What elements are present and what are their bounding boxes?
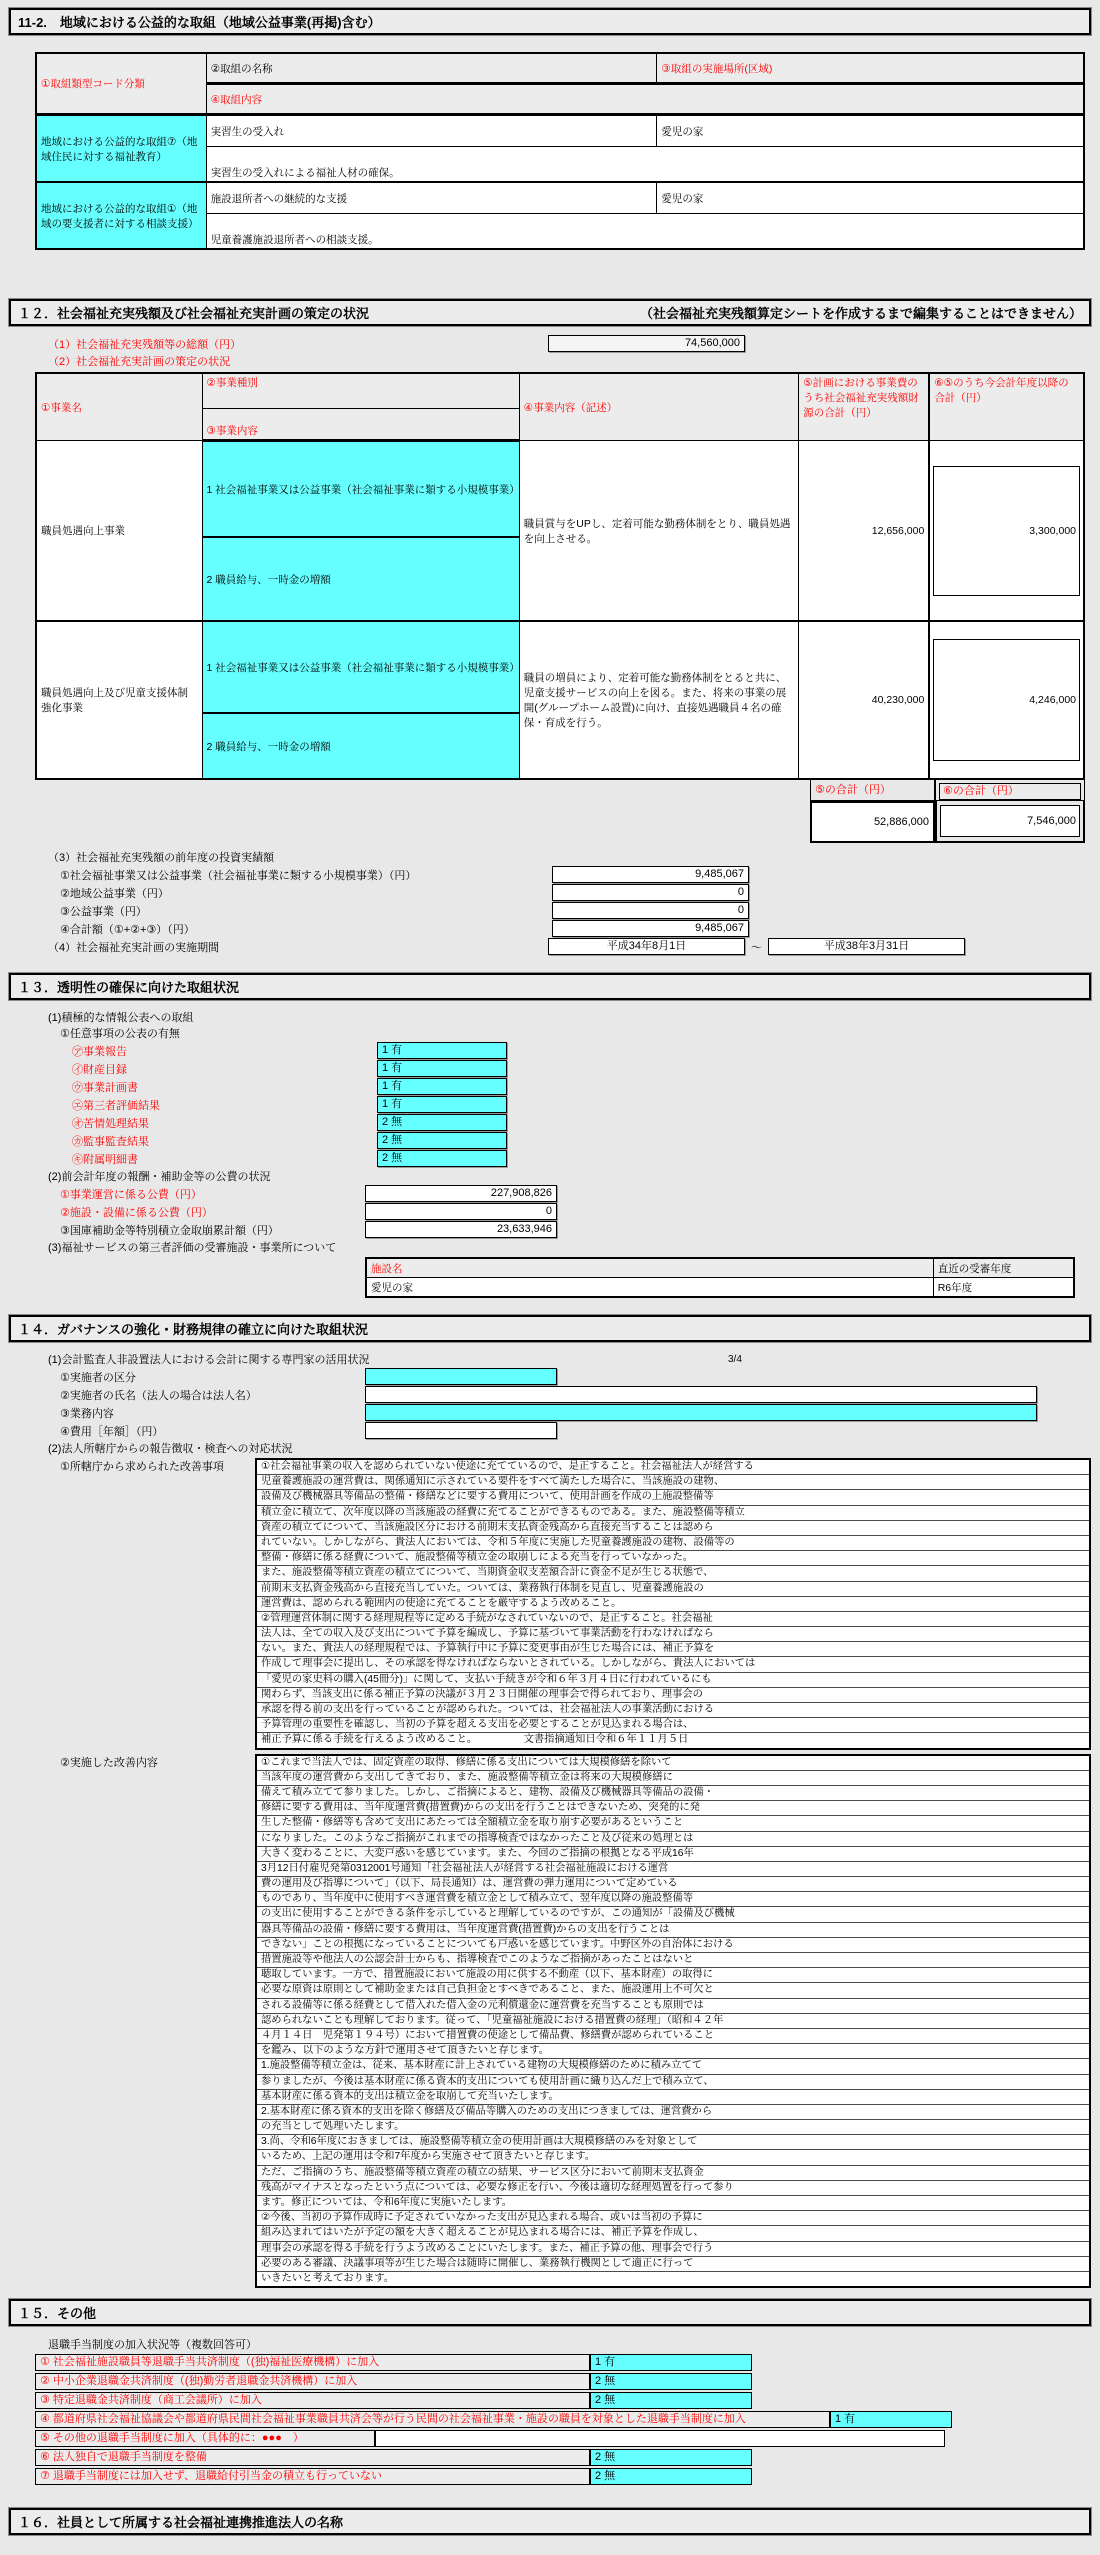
- disclosure-item-value[interactable]: 1 有: [377, 1042, 507, 1059]
- investment-item-value[interactable]: 0: [552, 902, 749, 919]
- remaining-total-label: （1）社会福祉充実残額等の総額（円）: [48, 338, 242, 351]
- text-line[interactable]: 予算管理の重要性を確認し、当初の予算を超える支出を必要とすることが見込まれる場合は、: [257, 1718, 1089, 1733]
- retirement-row-label: ⑥ 法人独自で退職手当制度を整備: [35, 2449, 590, 2466]
- text-line[interactable]: 作成して理事会に提出し、その承認を得なければならないとされている。しかしながら、貴法人においては: [257, 1657, 1089, 1672]
- eval-year-cell[interactable]: R6年度: [933, 1278, 1074, 1298]
- text-line[interactable]: いるため、上記の運用は令和7年度から実施させて頂きたいと存じます。: [257, 2150, 1089, 2165]
- activity-detail-cell[interactable]: 実習生の受入れによる福祉人材の確保。: [206, 147, 1084, 183]
- implementer-category-value[interactable]: [365, 1368, 557, 1385]
- text-line[interactable]: 積立金に積立て、次年度以降の当該施設の経費に充てることができるものである。また、施設整備等積立: [257, 1506, 1089, 1521]
- activity-detail-cell[interactable]: 児童養護施設退所者への相談支援。: [206, 214, 1084, 250]
- text-line[interactable]: 大きく変わることに、大変戸惑いを感じています。また、今回のご指摘の根拠となる平成16年: [257, 1847, 1089, 1862]
- col-header-activity-type: ①取組類型コード分類: [36, 53, 206, 115]
- text-line[interactable]: 残高がマイナスとなったという点については、必要な修正を行い、今後は適切な経理処置を行って参り: [257, 2181, 1089, 2196]
- project-content-cell[interactable]: 2 職員給与、一時金の増額: [202, 713, 519, 779]
- implementer-name-value[interactable]: [365, 1386, 1037, 1403]
- retirement-row-label: ⑤ その他の退職手当制度に加入（具体的に：●●● ）: [35, 2430, 375, 2447]
- project-detail-cell[interactable]: 職員賞与をUPし、定着可能な勤務体制をとり、職員処遇を向上させる。: [519, 441, 799, 622]
- plan-period-to[interactable]: 平成38年3月31日: [768, 938, 965, 955]
- text-line[interactable]: いきたいと考えております。: [261, 2272, 395, 2284]
- disclosure-item-label: ㋑財産目録: [72, 1063, 127, 1076]
- text-line[interactable]: れていない。しかしながら、貴法人においては、令和５年度に実施した児童養護施設の建物、設備等の: [257, 1536, 1089, 1551]
- facility-funds-label: ②施設・設備に係る公費（円）: [60, 1206, 213, 1219]
- col-header-activity-detail: ④取組内容: [206, 84, 1084, 115]
- disclosure-item-label: ㋒事業計画書: [72, 1081, 138, 1094]
- text-line[interactable]: 承認を得る前の支出を行っていることが認められた。ついては、社会福祉法人の事業活動における: [257, 1703, 1089, 1718]
- fund-future-value[interactable]: 4,246,000: [933, 639, 1080, 761]
- authority-response-label: (2)法人所轄庁からの報告徴収・検査への対応状況: [48, 1443, 293, 1455]
- activity-name-cell[interactable]: 実習生の受入れ: [206, 115, 657, 147]
- text-line[interactable]: 当該年度の運営費から支出してきており、また、施設整備等積立金は将来の大規模修繕に: [257, 1771, 1089, 1786]
- activity-place-cell[interactable]: 愛児の家: [657, 182, 1084, 214]
- investment-item-label: ②地域公益事業（円）: [60, 887, 169, 900]
- retirement-row-label: ④ 都道府県社会福祉協議会や都道府県民間社会福祉事業職員共済会等が行う民間の社会福祉事業・施設の職員を対象とした退職手当制度に加入: [35, 2411, 830, 2428]
- project-kind-cell[interactable]: 1 社会福祉事業又は公益事業（社会福祉事業に類する小規模事業）: [202, 621, 519, 713]
- plan-period-separator: ～: [751, 941, 762, 954]
- disclosure-item-label: ㋓第三者評価結果: [72, 1099, 160, 1112]
- retirement-row-value[interactable]: 2 無: [590, 2449, 752, 2466]
- col-header-activity-name: ②取組の名称: [206, 53, 657, 84]
- section-11-2-title-bar: [9, 8, 1091, 35]
- fund-future-value[interactable]: 3,300,000: [933, 466, 1080, 596]
- section-15-title-bar: [9, 2299, 1091, 2326]
- text-line[interactable]: 聴取しています。一方で、措置施設において施設の用に供する不動産（以下、基本財産）の取得に: [257, 1968, 1089, 1983]
- plan-status-label: （2）社会福祉充実計画の策定の状況: [48, 356, 231, 368]
- implemented-improvements-label: ②実施した改善内容: [60, 1756, 158, 1769]
- col-header-activity-place: ③取組の実施場所(区域): [657, 53, 1084, 84]
- text-line[interactable]: できない」ことの根拠になっていることについても戸惑いを感じています。中野区外の自治体における: [257, 1938, 1089, 1953]
- activity-type-cell[interactable]: 地域における公益的な取組①（地域の要支援者に対する相談支援）: [36, 182, 206, 249]
- fund-future-cell: [929, 441, 1084, 622]
- section-12-title-bar: [9, 299, 1091, 326]
- col-header-fund-total: ⑤計画における事業費のうち社会福祉充実残額財源の合計（円）: [799, 373, 930, 441]
- retirement-system-label: 退職手当制度の加入状況等（複数回答可）: [48, 2339, 257, 2352]
- subsidy-reserve-label: ③国庫補助金等特別積立金取崩累計額（円）: [60, 1224, 279, 1237]
- operating-funds-value[interactable]: 227,908,826: [365, 1185, 557, 1202]
- work-content-label: ③業務内容: [60, 1407, 114, 1420]
- investment-item-label: ①社会福祉事業又は公益事業（社会福祉事業に類する小規模事業）（円）: [60, 869, 417, 882]
- text-line[interactable]: 運営費は、認められる範囲内の使途に充てることを厳守するよう改めること。: [257, 1597, 1089, 1612]
- disclosure-item-value[interactable]: 1 有: [377, 1078, 507, 1095]
- disclosure-item-value[interactable]: 2 無: [377, 1132, 507, 1149]
- text-line[interactable]: 補正予算に係る手続を行えるよう改めること。 文書指摘通知日令和６年１１月５日: [261, 1734, 689, 1746]
- disclosure-item-value[interactable]: 2 無: [377, 1150, 507, 1167]
- public-funds-label: (2)前会計年度の報酬・補助金等の公費の状況: [48, 1171, 271, 1183]
- section-title: １５．その他: [18, 2306, 97, 2322]
- disclosure-item-label: ㋐事業報告: [72, 1045, 127, 1058]
- optional-items-label: ①任意事項の公表の有無: [60, 1028, 180, 1040]
- retirement-row-label: ⑦ 退職手当制度には加入せず、退職給付引当金の積立も行っていない: [35, 2468, 590, 2485]
- facility-funds-value[interactable]: 0: [365, 1203, 557, 1220]
- text-line[interactable]: 資産の積立てについて、当該施設区分における前期末支払資金残高から直接充当することは認めら: [257, 1521, 1089, 1536]
- prev-year-investment-label: （3）社会福祉充実残額の前年度の投資実績額: [48, 852, 275, 864]
- total6-label: ⑥の合計（円）: [939, 783, 1081, 800]
- required-improvements-text[interactable]: [255, 1458, 1091, 1750]
- text-line[interactable]: ②今後、当初の予算作成時に予定されていなかった支出が見込まれる場合、或いは当初の予算に: [257, 2211, 1089, 2226]
- retirement-row-label: ② 中小企業退職金共済制度（(独)勤労者退職金共済機構）に加入: [35, 2373, 590, 2390]
- fund-future-cell: [929, 621, 1084, 779]
- investment-item-value[interactable]: 0: [552, 884, 749, 901]
- plan-period-label: （4）社会福祉充実計画の実施期間: [48, 941, 220, 954]
- text-line[interactable]: 備えて積み立てて参りました。しかし、ご指摘によると、建物、設備及び機械器具等備品の設備・: [257, 1786, 1089, 1801]
- section-title: １２．社会福祉充実残額及び社会福祉充実計画の策定の状況: [18, 306, 370, 321]
- prev-year-investment-list: [8, 866, 1092, 937]
- text-line[interactable]: の充当として処理いたします。: [257, 2120, 1089, 2135]
- accounting-expert-label: (1)会計監査人非設置法人における会計に関する専門家の活用状況: [48, 1354, 370, 1366]
- page-indicator: 3/4: [728, 1353, 742, 1365]
- text-line[interactable]: 整備・修繕に係る経費について、施設整備等積立金の取崩しによる充当を行っていなかった。: [257, 1551, 1089, 1566]
- text-line[interactable]: ４月１４日 児発第１９４号）において措置費の使途として備品費、修繕費が認められていること: [257, 2029, 1089, 2044]
- text-line[interactable]: 関わらず、当該支出に係る補正予算の決議が３月２３日開催の理事会で得られており、理事会の: [257, 1688, 1089, 1703]
- text-line[interactable]: 2.基本財産に係る資本的支出を除く修繕及び備品等購入のための支出につきましては、運営費から: [257, 2105, 1089, 2120]
- text-line[interactable]: 「愛児の家史料の購入(45冊分)」に関して、支払い手続きが令和６年３月４日に行われているにも: [257, 1673, 1089, 1688]
- total5-label: ⑤の合計（円）: [810, 780, 935, 801]
- investment-item-label: ④合計額（①+②+③）（円）: [60, 923, 195, 936]
- text-line[interactable]: 器具等備品の設備・修繕に要する費用は、当年度運営費(措置費)からの支出を行うことは: [257, 1923, 1089, 1938]
- retirement-row-label: ③ 特定退職金共済制度（商工会議所）に加入: [35, 2392, 590, 2409]
- disclosure-item-label: ㋕監事監査結果: [72, 1135, 149, 1148]
- project-name-cell[interactable]: 職員処遇向上事業: [36, 441, 202, 622]
- text-line[interactable]: 認められないことも理解しております。従って、「児童福祉施設における措置費の経理」（昭和４２年: [257, 2014, 1089, 2029]
- text-line[interactable]: 必要な原資は原則として補助金または自己負担金とすべきであること、また、施設運用上不可欠と: [257, 1983, 1089, 1998]
- text-line[interactable]: ものであり、当年度中に使用すべき運営費を積立金として積み立て、翌年度以降の施設整備等: [257, 1892, 1089, 1907]
- project-kind-cell[interactable]: 1 社会福祉事業又は公益事業（社会福祉事業に類する小規模事業）: [202, 441, 519, 538]
- section-13-title-bar: [9, 973, 1091, 1000]
- col-header-facility-name: 施設名: [366, 1258, 933, 1278]
- text-line[interactable]: ①社会福祉事業の収入を認められていない使途に充てているので、是正すること。社会福祉法人が経営する: [257, 1460, 1089, 1475]
- disclosure-item-value[interactable]: 1 有: [377, 1096, 507, 1113]
- text-line[interactable]: 必要のある審議、決議事項等が生じた場合は随時に開催し、業務執行機関として適正に行って: [257, 2257, 1089, 2272]
- disclosure-item-label: ㋖附属明細書: [72, 1153, 138, 1166]
- text-line[interactable]: 法人は、全ての収入及び支出について予算を編成し、予算に基づいて事業活動を行わなければなら: [257, 1627, 1089, 1642]
- col-header-project-kind: ②事業種別: [202, 373, 519, 409]
- total6-value[interactable]: 7,546,000: [940, 805, 1080, 837]
- operating-funds-label: ①事業運営に係る公費（円）: [60, 1188, 202, 1201]
- facility-name-cell[interactable]: 愛児の家: [366, 1278, 933, 1298]
- text-line[interactable]: 理事会の承認を得る手続を行うよう改めることにいたします。また、補正予算の他、理事会で行う: [257, 2242, 1089, 2257]
- col-header-project-detail: ④事業内容（記述）: [519, 373, 799, 441]
- retirement-row-value[interactable]: 1 有: [590, 2354, 752, 2371]
- required-improvements-label: ①所轄庁から求められた改善事項: [60, 1461, 224, 1473]
- col-header-project-content: ③事業内容: [202, 409, 519, 441]
- text-line[interactable]: ①これまで当法人では、固定資産の取得、修繕に係る支出については大規模修繕を除いて: [257, 1756, 1089, 1771]
- col-header-eval-year: 直近の受審年度: [933, 1258, 1074, 1278]
- fulfillment-plan-table: [35, 372, 1085, 780]
- text-line[interactable]: の支出に使用することができる条件を示していると理解しているのですが、この通知が「設備及び機械: [257, 1907, 1089, 1922]
- text-line[interactable]: 参りましたが、今後は基本財産に係る資本的支出についても使用計画に織り込んだ上で積み立て、: [257, 2075, 1089, 2090]
- work-content-value[interactable]: [365, 1404, 1037, 1421]
- text-line[interactable]: 3.尚、令和6年度におきましては、施設整備等積立金の使用計画は大規模修繕のみを対象として: [257, 2135, 1089, 2150]
- retirement-row-value[interactable]: 2 無: [590, 2373, 752, 2390]
- section-title: 11-2. 地域における公益的な取組（地域公益事業(再掲)含む）: [18, 15, 381, 30]
- section-title: １６．社員として所属する社会福祉連携推進法人の名称: [18, 2515, 344, 2531]
- text-line[interactable]: 措置施設等や他法人の公認会計士からも、指導検査でこのようなご指摘があったことはないと: [257, 1953, 1089, 1968]
- project-detail-cell[interactable]: 職員の増員により、定着可能な勤務体制をとると共に、児童支援サービスの向上を図る。また、将来の事業の展開(グループホーム設置)に向け、直接処遇職員４名の確保・育成を行う。: [519, 621, 799, 779]
- disclosure-item-value[interactable]: 2 無: [377, 1114, 507, 1131]
- text-line[interactable]: 設備及び機械器具等備品の整備・修繕などに要する費用について、使用計画を作成の上施設整備等: [257, 1490, 1089, 1505]
- activity-place-cell[interactable]: 愛児の家: [657, 115, 1084, 147]
- disclosure-items-list: [8, 1042, 1092, 1167]
- implementer-name-label: ②実施者の氏名（法人の場合は法人名）: [60, 1389, 257, 1402]
- section-note: （社会福祉充実残額算定シートを作成するまで編集することはできません）: [639, 306, 1082, 321]
- project-name-cell[interactable]: 職員処遇向上及び児童支援体制強化事業: [36, 621, 202, 779]
- plan-totals: [810, 780, 1092, 843]
- fund-total-value[interactable]: 40,230,000: [799, 621, 930, 779]
- text-line[interactable]: 修繕に要する費用は、当年度運営費(措置費)からの支出を行うことはできないため、突発的に発: [257, 1801, 1089, 1816]
- retirement-row-value[interactable]: 2 無: [590, 2392, 752, 2409]
- annual-cost-value[interactable]: [365, 1422, 557, 1439]
- investment-item-value[interactable]: 9,485,067: [552, 920, 749, 937]
- text-line[interactable]: 組み込まれてはいたが予定の額を大きく超えることが見込まれる場合には、補正予算を作成し、: [257, 2226, 1089, 2241]
- retirement-row-value[interactable]: [375, 2430, 945, 2447]
- text-line[interactable]: ない。また、貴法人の経理規程では、予算執行中に予算に変更事由が生じた場合には、補正予算を: [257, 1642, 1089, 1657]
- col-header-fund-future: ⑥⑤のうち今会計年度以降の合計（円）: [929, 373, 1084, 441]
- retirement-row-label: ① 社会福祉施設職員等退職手当共済制度（(独)福祉医療機構）に加入: [35, 2354, 590, 2371]
- info-disclosure-label: (1)積極的な情報公表への取組: [48, 1012, 194, 1024]
- plan-period-from[interactable]: 平成34年8月1日: [548, 938, 745, 955]
- fund-total-value[interactable]: 12,656,000: [799, 441, 930, 622]
- text-line[interactable]: を鑑み、以下のような方針で運用させて頂きたいと存じます。: [257, 2044, 1089, 2059]
- col-header-project-name: ①事業名: [36, 373, 202, 441]
- text-line[interactable]: 1.施設整備等積立金は、従来、基本財産に計上されている建物の大規模修繕のために積み立てて: [257, 2059, 1089, 2074]
- section-title: １３．透明性の確保に向けた取組状況: [18, 980, 240, 995]
- subsidy-reserve-value[interactable]: 23,633,946: [365, 1221, 557, 1238]
- third-party-eval-table: [365, 1257, 1075, 1298]
- section-16-title-bar: [9, 2508, 1091, 2535]
- text-line[interactable]: 児童養護施設の運営費は、関係通知に示されている要件をすべて満たした場合に、当該施設の建物、: [257, 1475, 1089, 1490]
- remaining-total-value[interactable]: 74,560,000: [548, 335, 745, 352]
- third-party-eval-label: (3)福祉サービスの第三者評価の受審施設・事業所について: [48, 1242, 337, 1254]
- implementer-category-label: ①実施者の区分: [60, 1371, 136, 1384]
- text-line[interactable]: ただ、ご指摘のうち、施設整備等積立資産の積立の結果、サービス区分において前期末支払資金: [257, 2166, 1089, 2181]
- section-title: １４．ガバナンスの強化・財務規律の確立に向けた取組状況: [18, 1322, 368, 1337]
- retirement-row-value[interactable]: 1 有: [830, 2411, 952, 2428]
- text-line[interactable]: ます。修正については、令和6年度に実施いたします。: [257, 2196, 1089, 2211]
- annual-cost-label: ④費用［年額］（円）: [60, 1425, 164, 1438]
- retirement-row-value[interactable]: 2 無: [590, 2468, 752, 2485]
- text-line[interactable]: になりました。このようなご指摘がこれまでの指導検査ではなかったこと及び従来の処理とは: [257, 1832, 1089, 1847]
- text-line[interactable]: ②管理運営体制に関する経理規程等に定める手続がなされていないので、是正すること。社会福祉: [257, 1612, 1089, 1627]
- retirement-system-rows: [35, 2354, 1092, 2485]
- investment-item-label: ③公益事業（円）: [60, 905, 147, 918]
- investment-item-value[interactable]: 9,485,067: [552, 866, 749, 883]
- text-line[interactable]: 生した整備・修繕等も含めて支出にあたっては全額積立金を取り崩す必要があるということ: [257, 1816, 1089, 1831]
- project-content-cell[interactable]: 2 職員給与、一時金の増額: [202, 537, 519, 621]
- activity-type-cell[interactable]: 地域における公益的な取組⑦（地域住民に対する福祉教育）: [36, 115, 206, 183]
- total5-value[interactable]: 52,886,000: [810, 801, 935, 843]
- text-line[interactable]: される設備等に係る経費として借入れた借入金の元利償還金に運営費を充当することも原則では: [257, 1999, 1089, 2014]
- text-line[interactable]: また、施設整備等積立資産の積立てについて、当期資金収支差額合計に資金不足が生じる状態で、: [257, 1566, 1089, 1581]
- text-line[interactable]: 前期末支払資金残高から直接充当していた。ついては、業務執行体制を見直し、児童養護施設の: [257, 1582, 1089, 1597]
- text-line[interactable]: 費の運用及び指導について」（以下、局長通知）は、運営費の弾力運用について定めている: [257, 1877, 1089, 1892]
- text-line[interactable]: 3月12日付雇児発第0312001号通知「社会福祉法人が経営する社会福祉施設における運営: [257, 1862, 1089, 1877]
- community-activities-table: [35, 52, 1085, 250]
- disclosure-item-label: ㋔苦情処理結果: [72, 1117, 149, 1130]
- text-line[interactable]: 基本財産に係る資本的支出は積立金を取崩して充当いたします。: [257, 2090, 1089, 2105]
- implemented-improvements-text[interactable]: [255, 1754, 1091, 2289]
- section-14-title-bar: [9, 1315, 1091, 1342]
- activity-name-cell[interactable]: 施設退所者への継続的な支援: [206, 182, 657, 214]
- disclosure-item-value[interactable]: 1 有: [377, 1060, 507, 1077]
